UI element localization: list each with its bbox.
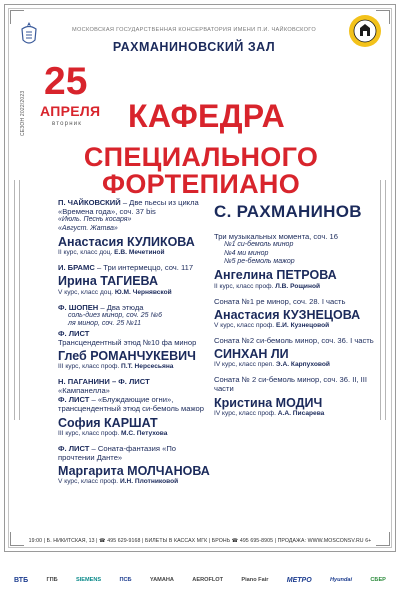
partner-logo-gpb: ГПБ xyxy=(46,577,58,583)
work-title: – Три интермеццо, соч. 117 xyxy=(94,263,194,273)
composer-name: Ф. ЛИСТ xyxy=(58,395,90,405)
work-detail: ля минор, соч. 25 №11 xyxy=(68,320,142,328)
conservatory-name: МОСКОВСКАЯ ГОСУДАРСТВЕННАЯ КОНСЕРВАТОРИЯ ИМЕНИ П.И. ЧАЙКОВСКОГО xyxy=(72,27,316,33)
program-work xyxy=(58,329,213,338)
teacher-name: Е.В. Мечетиной xyxy=(114,249,165,257)
teacher-name: М.С. Петухова xyxy=(121,429,168,437)
work-detail: №5 ре-бемоль мажор xyxy=(224,257,295,265)
concert-day: 25 xyxy=(44,60,88,103)
performer-class: V курс, класс проф. Е.И. Кузнецовой xyxy=(214,322,330,330)
partner-logo-psb: ПСБ xyxy=(119,577,132,583)
work-title: – «Блуждающие огни», трансцендентный этюд си-бемоль мажор xyxy=(58,395,204,414)
concert-month: АПРЕЛЯ xyxy=(40,103,101,119)
performer-class: II курс, класс доц. Е.В. Мечетиной xyxy=(58,249,165,257)
composer-name: Н. ПАГАНИНИ – Ф. ЛИСТ xyxy=(58,377,150,387)
performer-name: Глеб РОМАНЧУКЕВИЧ xyxy=(58,348,196,363)
performer-class: V курс, класс проф. И.Н. Плотниковой xyxy=(58,478,179,486)
frame-side-ornament xyxy=(14,180,20,420)
teacher-name: И.Н. Плотниковой xyxy=(119,478,179,486)
work-detail: №1 си-бемоль минор xyxy=(224,241,294,249)
teacher-name: Ю.М. Чернявской xyxy=(114,288,172,296)
composer-name: Ф. ШОПЕН xyxy=(58,302,99,312)
composer-heading: С. РАХМАНИНОВ xyxy=(214,202,362,221)
work-title: – Две пьесы из цикла «Времена года», соч. 37 bis xyxy=(58,198,199,217)
program-work xyxy=(58,395,213,413)
anniversary-seal-icon xyxy=(348,14,382,48)
work-title: Соната № 2 си-бемоль минор, соч. 36. II, III части xyxy=(214,375,367,394)
work-title: Трансцендентный этюд №10 фа минор xyxy=(58,337,197,347)
program-work xyxy=(58,198,213,216)
work-detail: «Август. Жатва» xyxy=(58,224,118,232)
program-right-column xyxy=(214,202,382,418)
performer-name: Ангелина ПЕТРОВА xyxy=(214,268,337,283)
performer-name: Анастасия КУЛИКОВА xyxy=(58,235,195,249)
work-detail: соль-диез минор, соч. 25 №6 xyxy=(68,311,162,319)
teacher-name: А.А. Писарева xyxy=(277,409,325,417)
title-line-1: КАФЕДРА xyxy=(128,98,286,134)
performer-class: II курс, класс проф. Л.В. Рощиной xyxy=(214,282,321,290)
work-title: – Соната-фантазия «По прочтении Данте» xyxy=(58,443,177,462)
program-work xyxy=(58,444,213,462)
performer-name: Анастасия КУЗНЕЦОВА xyxy=(214,307,361,322)
performer-name: Кристина МОДИЧ xyxy=(214,395,323,410)
teacher-name: П.Т. Нерсесьяна xyxy=(121,363,174,371)
program-work xyxy=(58,263,213,272)
teacher-name: Е.И. Кузнецовой xyxy=(275,322,330,330)
composer-name: П. ЧАЙКОВСКИЙ xyxy=(58,198,121,207)
work-title: – Два этюда xyxy=(98,302,144,312)
performer-name: Ирина ТАГИЕВА xyxy=(58,274,158,289)
teacher-name: Л.В. Рощиной xyxy=(275,282,321,290)
ticket-info-bar: 19:00 | Б. НИКИТСКАЯ, 13 | ☎ 495 629-9168 | БИЛЕТЫ В КАССАХ МГК | БРОНЬ ☎ 495 695-8905 | ПРОДАЖА: WWW.MOSCONSV.RU 6+ xyxy=(28,538,372,544)
partner-logo-vtb: ВТБ xyxy=(14,576,29,584)
program-work xyxy=(58,303,213,312)
performer-class: IV курс, класс преп. Э.А. Карпуховой xyxy=(214,361,330,369)
work-title: Соната №2 си-бемоль минор, соч. 36. I часть xyxy=(214,335,374,345)
performer-class: IV курс, класс проф. А.А. Писарева xyxy=(214,409,325,417)
partner-logo-hyundai: Hyundai xyxy=(329,577,353,583)
work-title: «Кампанелла» xyxy=(58,386,110,396)
conservatory-emblem-icon xyxy=(18,20,40,48)
title-line-2: СПЕЦИАЛЬНОГО ФОРТЕПИАНО xyxy=(83,142,319,199)
composer-name: И. БРАМС xyxy=(58,263,95,273)
partner-logo-yamaha: YAMAHA xyxy=(149,577,174,583)
work-title: Соната №1 ре минор, соч. 28. I часть xyxy=(214,296,346,306)
hall-name: РАХМАНИНОВСКИЙ ЗАЛ xyxy=(112,40,276,54)
performer-class: V курс, класс доц. Ю.М. Чернявской xyxy=(58,288,172,296)
performer-name: СИНХАН ЛИ xyxy=(214,347,289,362)
composer-name: Ф. ЛИСТ xyxy=(58,443,90,453)
partner-logos xyxy=(14,572,386,588)
partner-logo-siemens: SIEMENS xyxy=(75,577,102,583)
program-work xyxy=(58,377,213,386)
partner-logo-piano-fair: Piano Fair xyxy=(241,577,269,583)
performer-name: Маргарита МОЛЧАНОВА xyxy=(58,464,210,478)
work-detail: №4 ми минор xyxy=(224,249,269,257)
work-title: Три музыкальных момента, соч. 16 xyxy=(214,232,338,241)
performer-class: III курс, класс проф. П.Т. Нерсесьяна xyxy=(58,363,174,371)
performer-class: III курс, класс проф. М.С. Петухова xyxy=(58,429,168,437)
performer-name: София КАРШАТ xyxy=(58,415,158,430)
composer-name: Ф. ЛИСТ xyxy=(58,328,90,338)
partner-logo-aeroflot: AEROFLOT xyxy=(192,577,224,583)
season-label: СЕЗОН 2022/2023 xyxy=(20,90,26,136)
partner-logo-metro: МЕТРО xyxy=(286,576,312,584)
work-detail: «Июль. Песнь косаря» xyxy=(58,216,132,224)
teacher-name: Э.А. Карпуховой xyxy=(275,361,330,369)
program-left-column xyxy=(58,198,213,486)
concert-weekday: вторник xyxy=(52,121,83,127)
partner-logo-sber: СБЕР xyxy=(370,577,386,583)
